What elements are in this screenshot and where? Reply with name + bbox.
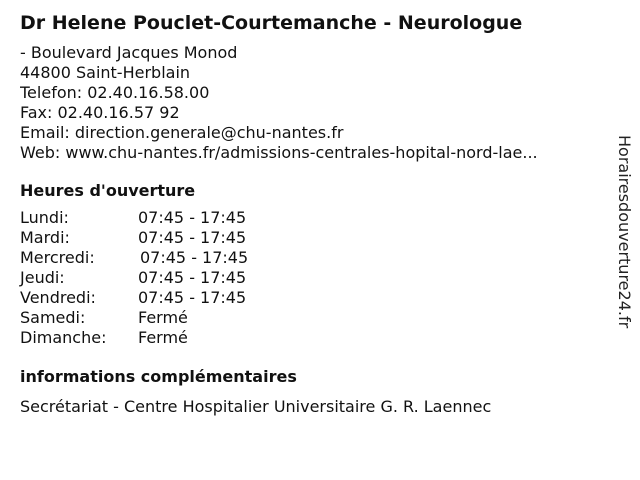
hours-row — [20, 228, 610, 248]
address-city: 44800 Saint-Herblain — [20, 63, 191, 82]
extra-info-text: Secrétariat - Centre Hospitalier Universitaire G. R. Laennec — [20, 397, 492, 416]
hours-day: Dimanche: — [20, 328, 107, 347]
contact-block — [20, 43, 610, 163]
hours-time: 07:45 - 17:45 — [138, 228, 247, 247]
email-line: Email: direction.generale@chu-nantes.fr — [20, 123, 344, 142]
hours-time: 07:45 - 17:45 — [138, 208, 247, 227]
hours-row — [20, 268, 610, 288]
hours-row — [20, 308, 610, 328]
hours-time: 07:45 - 17:45 — [138, 268, 247, 287]
hours-time: Fermé — [138, 328, 188, 347]
hours-time: 07:45 - 17:45 — [138, 288, 247, 307]
listing-card — [20, 11, 610, 417]
hours-table — [20, 208, 610, 348]
hours-day: Samedi: — [20, 308, 86, 327]
hours-row — [20, 328, 610, 348]
address-street: - Boulevard Jacques Monod — [20, 43, 238, 62]
hours-day: Lundi: — [20, 208, 69, 227]
hours-time: Fermé — [138, 308, 188, 327]
site-brand-watermark: Horairesdouverture24.fr — [615, 135, 634, 329]
phone-line: Telefon: 02.40.16.58.00 — [20, 83, 210, 102]
extra-info-heading: informations complémentaires — [20, 367, 297, 386]
hours-day: Vendredi: — [20, 288, 96, 307]
hours-day: Mercredi: — [20, 248, 95, 267]
hours-row — [20, 248, 610, 268]
hours-heading: Heures d'ouverture — [20, 181, 196, 200]
hours-row — [20, 288, 610, 308]
hours-time: 07:45 - 17:45 — [140, 248, 249, 267]
hours-row — [20, 208, 610, 228]
page-title: Dr Helene Pouclet-Courtemanche - Neurologue — [20, 12, 523, 34]
hours-day: Mardi: — [20, 228, 70, 247]
web-line: Web: www.chu-nantes.fr/admissions-centrales-hopital-nord-lae... — [20, 143, 538, 162]
hours-day: Jeudi: — [20, 268, 65, 287]
fax-line: Fax: 02.40.16.57 92 — [20, 103, 180, 122]
